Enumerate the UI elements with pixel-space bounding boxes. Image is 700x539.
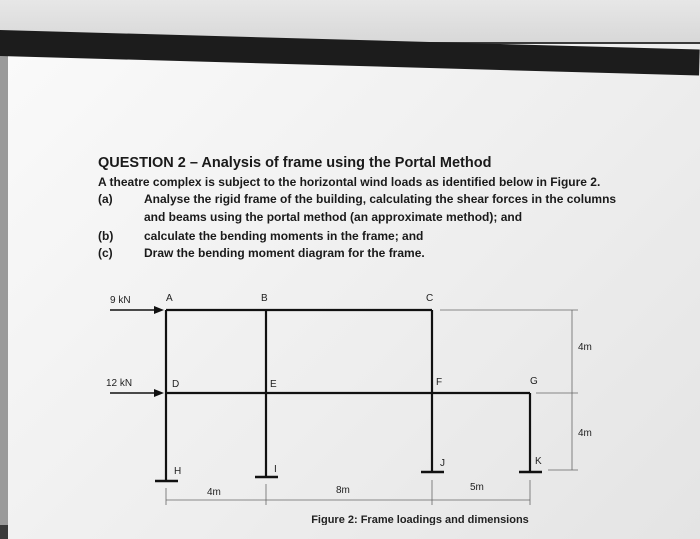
- item-text-line: calculate the bending moments in the frame; and: [144, 229, 424, 243]
- item-label: (a): [98, 192, 113, 206]
- node-label-i: I: [274, 464, 277, 475]
- span-label-5m: 5m: [470, 482, 484, 493]
- node-label-g: G: [530, 376, 538, 387]
- question-title: QUESTION 2 – Analysis of frame using the Portal Method: [98, 155, 492, 171]
- node-label-e: E: [270, 379, 277, 390]
- item-label: (b): [98, 229, 114, 243]
- node-label-c: C: [426, 293, 434, 304]
- load-label-9kn: 9 kN: [110, 295, 131, 306]
- node-label-b: B: [261, 293, 268, 304]
- node-label-a: A: [166, 293, 173, 304]
- height-label-bottom: 4m: [578, 428, 592, 439]
- node-label-j: J: [440, 458, 445, 469]
- question-intro: A theatre complex is subject to the horizontal wind loads as identified below in Figure 2.: [98, 175, 601, 189]
- node-label-h: H: [174, 466, 182, 477]
- load-label-12kn: 12 kN: [106, 378, 133, 389]
- node-label-f: F: [436, 377, 443, 388]
- span-label-8m: 8m: [336, 485, 350, 496]
- figure-caption: Figure 2: Frame loadings and dimensions: [311, 514, 529, 525]
- span-label-4m: 4m: [207, 487, 221, 498]
- item-label: (c): [98, 246, 113, 260]
- item-text-line: and beams using the portal method (an approximate method); and: [144, 210, 523, 224]
- arrow-head-12kn: [154, 389, 164, 397]
- node-label-k: K: [535, 456, 542, 467]
- arrow-head-9kn: [154, 306, 164, 314]
- height-label-top: 4m: [578, 342, 592, 353]
- item-text-line: Analyse the rigid frame of the building, calculating the shear forces in the columns: [144, 192, 617, 206]
- item-text-line: Draw the bending moment diagram for the frame.: [144, 246, 425, 260]
- node-label-d: D: [172, 379, 180, 390]
